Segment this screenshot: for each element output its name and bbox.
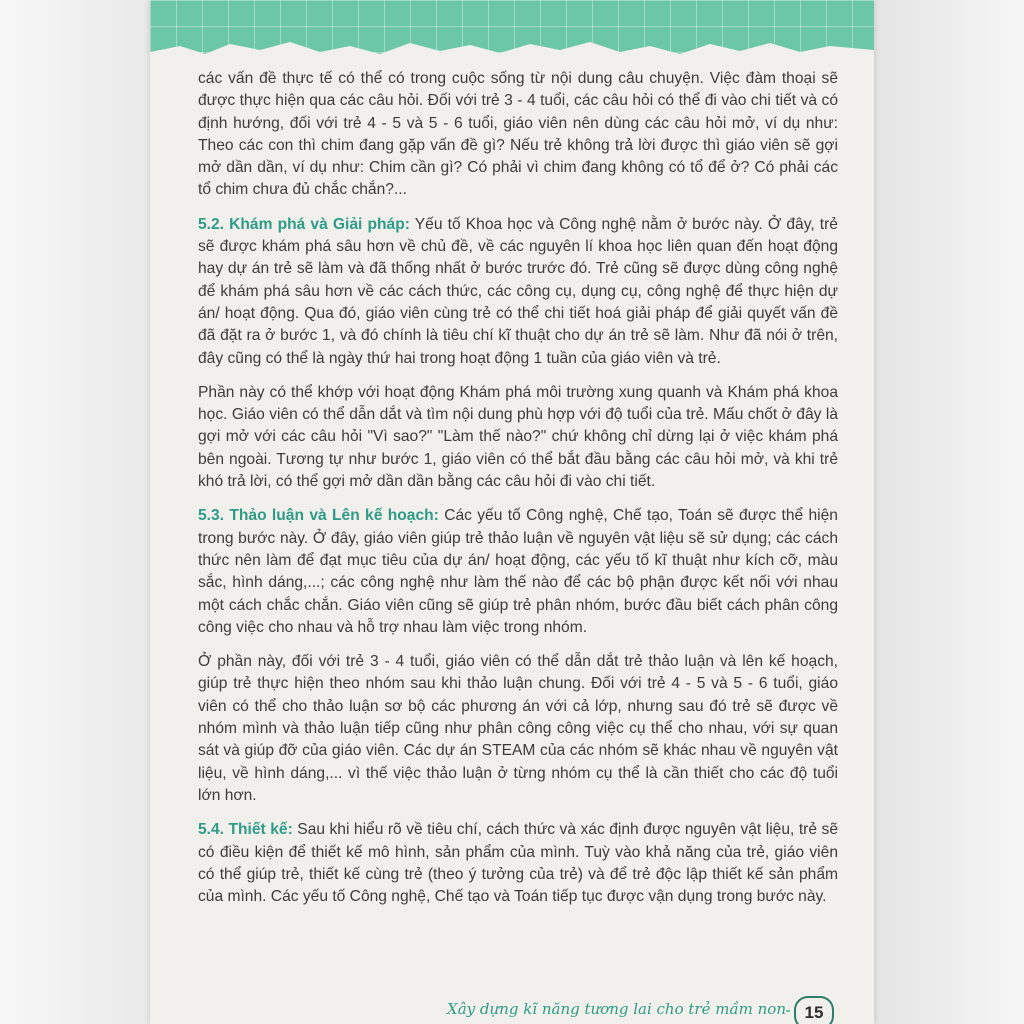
- paragraph-explore-note: [198, 382, 838, 493]
- paragraph-text: các vấn đề thực tế có thể có trong cuộc sống từ nội dung câu chuyện. Việc đàm thoại sẽ được thực hiện qua các câu hỏi. Đối với trẻ 3 - 4 tuổi, các câu hỏi có thể đi vào chi tiết và có định hướng, đối với trẻ 4 - 5 và 5 - 6 tuổi, giáo viên nên dùng các câu hỏi mở, ví dụ như: Theo các con thì chim đang gặp vấn đề gì? Nếu trẻ không trả lời được thì giáo viên sẽ gợi mở dần dần, ví dụ như: Chim cần gì? Có phải vì chim đang không có tổ để ở? Có phải các tổ chim chưa đủ chắc chắn?...: [198, 70, 838, 199]
- background-right: [874, 0, 1024, 1024]
- section-heading: 5.2. Khám phá và Giải pháp:: [198, 215, 410, 233]
- footer-book-title: Xây dựng kĩ năng tương lai cho trẻ mầm non: [441, 1000, 786, 1018]
- paragraph-section-5-2: [198, 214, 838, 370]
- paragraph-section-5-4: [198, 819, 838, 908]
- paragraph-text: Các yếu tố Công nghệ, Chế tạo, Toán sẽ được thể hiện trong bước này. Ở đây, giáo viên giúp trẻ thảo luận về nguyên vật liệu sẽ sử dụng; các cách thức nên làm để đạt mục tiêu của dự án/ hoạt động, các yếu tố kĩ thuật như kích cỡ, màu sắc, hình dáng,...; các công nghệ như làm thế nào để các bộ phận được kết nối với nhau một cách chắc chắn. Giáo viên cũng sẽ giúp trẻ phân nhóm, bước đầu biết cách phân công công việc cho nhau và hỗ trợ nhau làm việc trong nhóm.: [198, 507, 838, 636]
- page-content: [198, 68, 838, 920]
- paragraph-text: Phần này có thể khớp với hoạt động Khám phá môi trường xung quanh và Khám phá khoa học. Giáo viên có thể dẫn dắt và tìm nội dung phù hợp với độ tuổi của trẻ. Mấu chốt ở đây là gợi mở với các câu hỏi "Vì sao?" "Làm thế nào?" chứ không chỉ dừng lại ở việc khám phá bên ngoài. Tương tự như bước 1, giáo viên có thể bắt đầu bằng các câu hỏi mở, và khi trẻ khó trả lời, có thể gợi mở dần dần bằng các câu hỏi đi vào chi tiết.: [198, 383, 838, 491]
- section-heading: 5.3. Thảo luận và Lên kế hoạch:: [198, 507, 439, 525]
- background-left: [0, 0, 150, 1024]
- paragraph-section-5-3: [198, 505, 838, 639]
- paragraph-text: Yếu tố Khoa học và Công nghệ nằm ở bước này. Ở đây, trẻ sẽ được khám phá sâu hơn về chủ đề, về các nguyên lí khoa học liên quan đến hoạt động hay dự án trẻ sẽ làm và đã thống nhất ở bước trước đó. Trẻ cũng sẽ được dùng công nghệ để khám phá sâu hơn về các cách thức, các công cụ, dụng cụ, công nghệ để thực hiện dự án/ hoạt động. Qua đó, giáo viên cùng trẻ có thể chi tiết hoá giải pháp để giải quyết vấn đề đã đặt ra ở bước 1, và đó chính là tiêu chí kĩ thuật cho dự án trẻ sẽ làm. Như đã nói ở trên, đây cũng có thể là ngày thứ hai trong hoạt động 1 tuần của giáo viên và trẻ.: [198, 215, 838, 367]
- paragraph-text: Ở phần này, đối với trẻ 3 - 4 tuổi, giáo viên có thể dẫn dắt trẻ thảo luận và lên kế hoạch, giúp trẻ thực hiện theo nhóm sau khi thảo luận chung. Đối với trẻ 4 - 5 và 5 - 6 tuổi, giáo viên có thể cho thảo luận sơ bộ các phương án với cả lớp, nhưng sau đó trẻ sẽ được về nhóm mình và thảo luận tiếp cũng như phân công công việc cụ thể cho nhau, với sự quan sát và giúp đỡ của giáo viên. Các dự án STEAM của các nhóm sẽ khác nhau về nguyên vật liệu, về hình dáng,... vì thế việc thảo luận ở từng nhóm cụ thể là cần thiết cho các độ tuổi lớn hơn.: [198, 653, 838, 804]
- page-number-badge: 15: [794, 996, 834, 1024]
- book-page: [150, 0, 874, 1024]
- page-footer: [150, 996, 874, 1024]
- paragraph-intro: [198, 68, 838, 202]
- paragraph-text: Sau khi hiểu rõ về tiêu chí, cách thức và xác định được nguyên vật liệu, trẻ sẽ có điều kiện để thiết kế mô hình, sản phẩm của mình. Tuỳ vào khả năng của trẻ, giáo viên có thể giúp trẻ, thiết kế cùng trẻ (theo ý tưởng của trẻ) và để trẻ độc lập thiết kế sản phẩm của mình. Các yếu tố Công nghệ, Chế tạo và Toán tiếp tục được vận dụng trong bước này.: [198, 821, 838, 906]
- section-heading: 5.4. Thiết kế:: [198, 821, 293, 839]
- paragraph-planning-note: [198, 651, 838, 807]
